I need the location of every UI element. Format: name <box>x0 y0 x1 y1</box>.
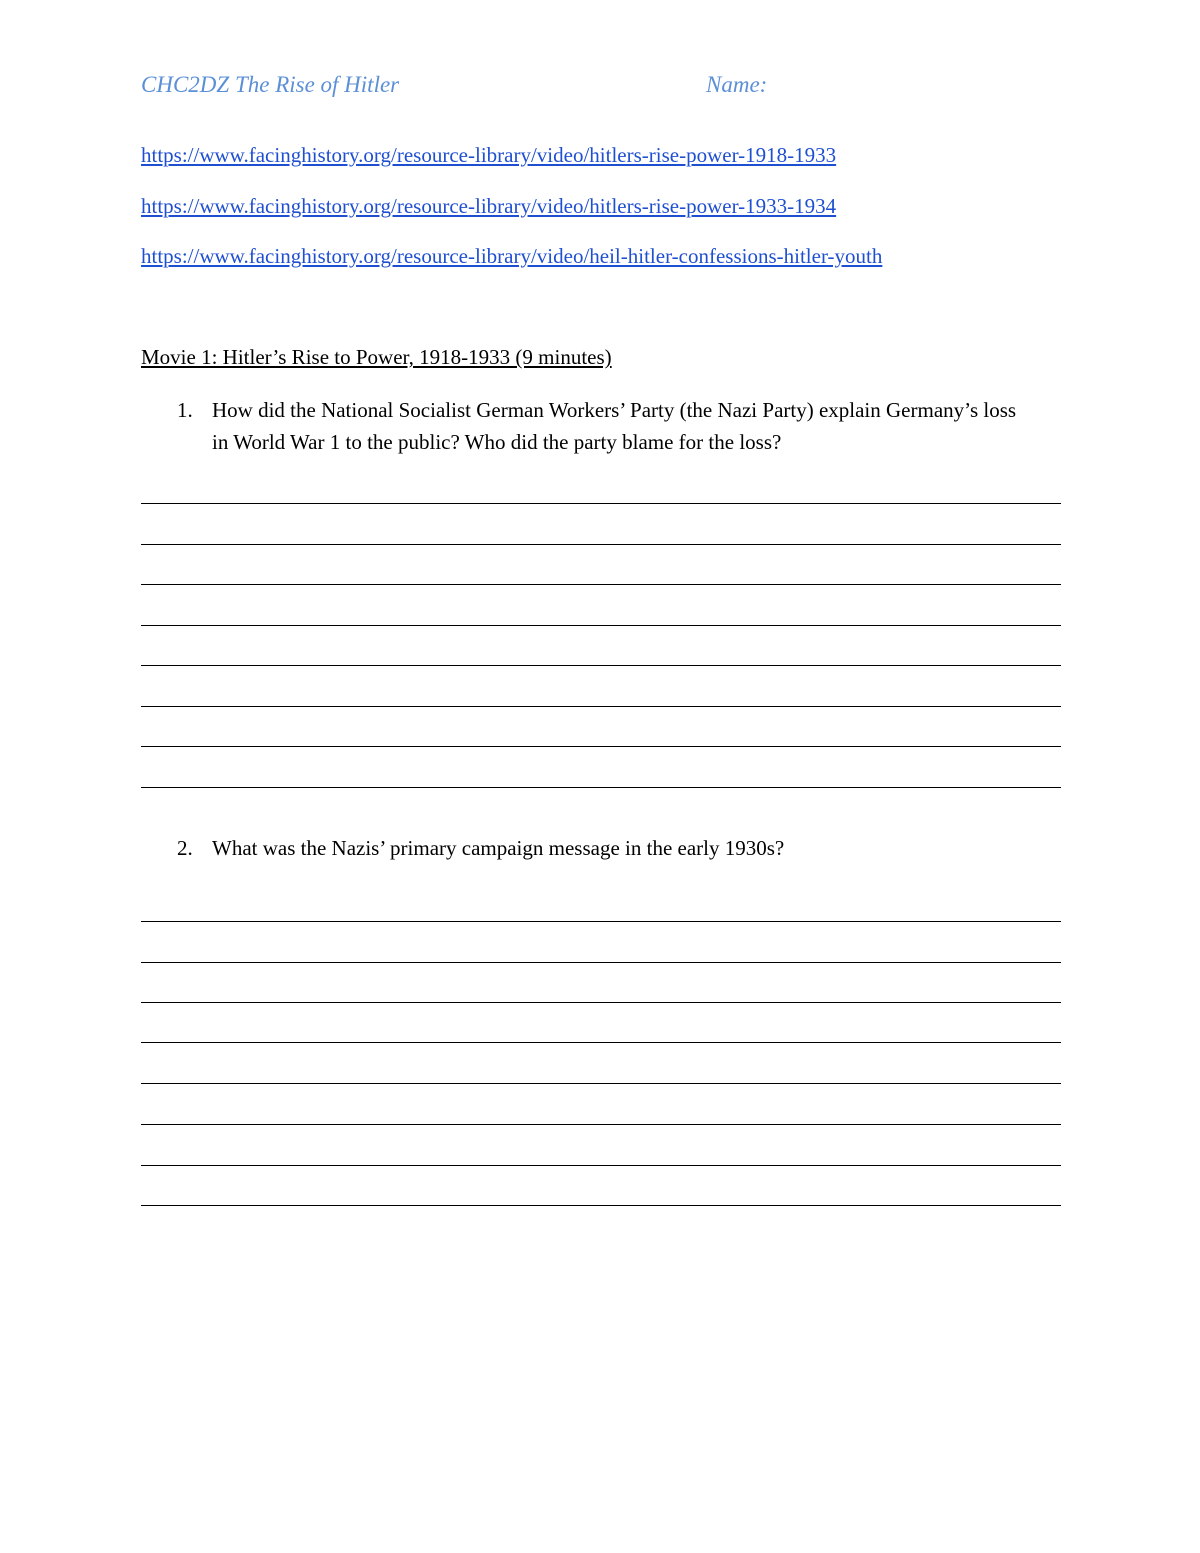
answer-line[interactable] <box>141 665 1061 666</box>
answer-line[interactable] <box>141 706 1061 707</box>
question-number: 1. <box>177 398 193 422</box>
question-text: How did the National Socialist German Workers’ Party (the Nazi Party) explain Germany’s loss in World War 1 to the public? Who did the party blame for the loss? <box>212 398 1017 454</box>
video-link-1[interactable]: https://www.facinghistory.org/resource-library/video/hitlers-rise-power-1918-1933 <box>141 143 837 167</box>
answer-line[interactable] <box>141 1083 1061 1084</box>
worksheet-title: CHC2DZ The Rise of Hitler <box>141 72 400 97</box>
question-number: 2. <box>177 836 193 860</box>
movie-1-heading: Movie 1: Hitler’s Rise to Power, 1918-1933 (9 minutes) <box>141 345 612 369</box>
answer-line[interactable] <box>141 1165 1061 1166</box>
answer-line[interactable] <box>141 787 1061 788</box>
page-header <box>141 72 1061 106</box>
answer-line[interactable] <box>141 1124 1061 1125</box>
answer-line[interactable] <box>141 746 1061 747</box>
video-link-2[interactable]: https://www.facinghistory.org/resource-library/video/hitlers-rise-power-1933-1934 <box>141 194 837 218</box>
question-text: What was the Nazis’ primary campaign message in the early 1930s? <box>212 836 785 860</box>
name-label: Name: <box>706 72 768 97</box>
question-1 <box>141 394 1061 464</box>
answer-line[interactable] <box>141 584 1061 585</box>
answer-line[interactable] <box>141 544 1061 545</box>
video-link-3[interactable]: https://www.facinghistory.org/resource-library/video/heil-hitler-confessions-hitler-youth <box>141 244 883 268</box>
answer-line[interactable] <box>141 625 1061 626</box>
answer-line[interactable] <box>141 1002 1061 1003</box>
answer-line[interactable] <box>141 1205 1061 1206</box>
answer-line[interactable] <box>141 962 1061 963</box>
question-2 <box>141 832 1061 866</box>
answer-line[interactable] <box>141 921 1061 922</box>
answer-line[interactable] <box>141 503 1061 504</box>
answer-line[interactable] <box>141 1042 1061 1043</box>
